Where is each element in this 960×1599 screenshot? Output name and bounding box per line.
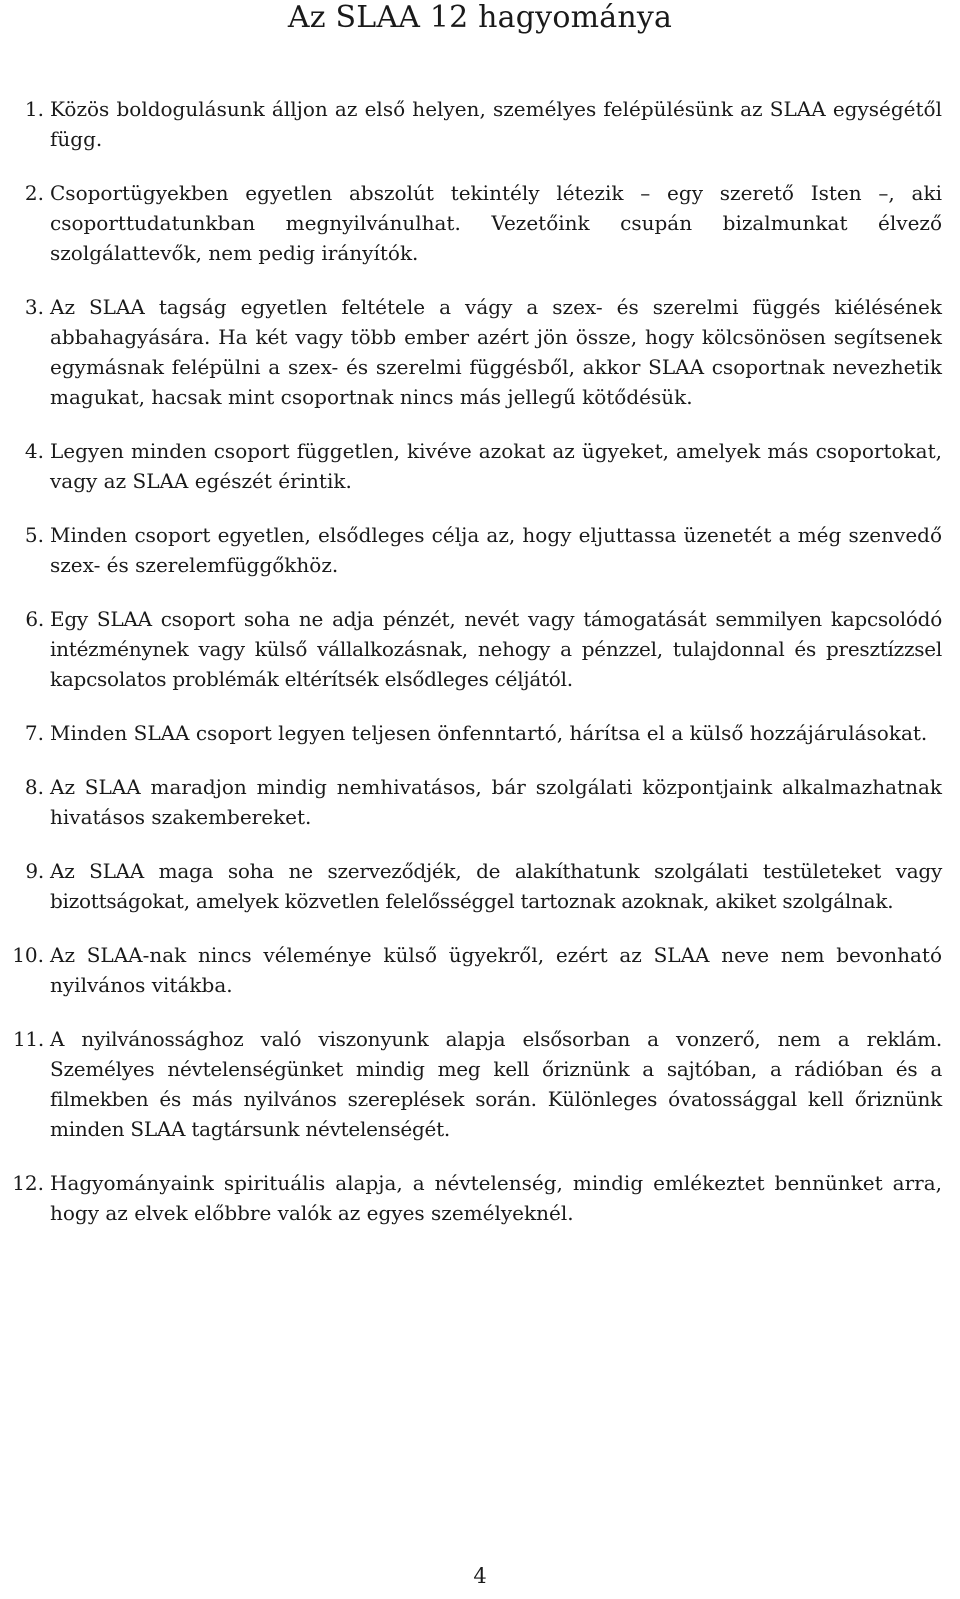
tradition-text: Az SLAA maradjon mindig nemhivatásos, bár szolgálati központjaink alkalmazhatnak hivatásos szakembereket. (50, 775, 942, 829)
tradition-number: 6. (25, 607, 44, 631)
tradition-text: Az SLAA-nak nincs véleménye külső ügyekről, ezért az SLAA neve nem bevonható nyilvános vitákba. (50, 943, 942, 997)
tradition-item (0, 292, 960, 412)
tradition-number: 10. (12, 943, 44, 967)
page-number: 4 (473, 1564, 487, 1588)
tradition-text: Az SLAA maga soha ne szerveződjék, de alakíthatunk szolgálati testületeket vagy bizottságokat, amelyek közvetlen felelősséggel tartoznak azoknak, akiket szolgálnak. (50, 859, 942, 913)
traditions-list (0, 94, 960, 1252)
page-title: Az SLAA 12 hagyománya (287, 0, 673, 35)
tradition-text: Csoportügyekben egyetlen abszolút tekintély létezik – egy szerető Isten –, aki csoporttudatunkban megnyilvánulhat. Vezetőink csupán bizalmunkat élvező szolgálattevők, nem pedig irányítók. (50, 181, 942, 265)
tradition-item (0, 1024, 960, 1144)
tradition-number: 3. (24, 295, 44, 319)
tradition-item (0, 604, 960, 694)
tradition-text: Minden csoport egyetlen, elsődleges célja az, hogy eljuttassa üzenetét a még szenvedő szex- és szerelemfüggőkhöz. (50, 523, 942, 577)
tradition-number: 1. (24, 97, 44, 121)
tradition-item (0, 1168, 960, 1228)
tradition-number: 9. (25, 859, 44, 883)
tradition-number: 2. (24, 181, 44, 205)
tradition-number: 7. (24, 721, 44, 745)
tradition-item (0, 94, 960, 154)
tradition-item (0, 772, 960, 832)
tradition-text: Közös boldogulásunk álljon az első helyen, személyes felépülésünk az SLAA egységétől függ. (50, 97, 942, 151)
tradition-item (0, 436, 960, 496)
tradition-item (0, 718, 960, 748)
tradition-number: 12. (12, 1171, 44, 1195)
tradition-number: 11. (12, 1027, 44, 1051)
tradition-number: 5. (24, 523, 44, 547)
tradition-text: A nyilvánossághoz való viszonyunk alapja elsősorban a vonzerő, nem a reklám. Személyes névtelenségünket mindig meg kell őriznünk a sajtóban, a rádióban és a filmekben és más nyilvános szereplések során. Különleges óvatossággal kell őriznünk minden SLAA tagtársunk névtelenségét. (50, 1027, 942, 1141)
tradition-item (0, 856, 960, 916)
tradition-text: Hagyományaink spirituális alapja, a névtelenség, mindig emlékeztet bennünket arra, hogy az elvek előbbre valók az egyes személyeknél. (50, 1171, 942, 1225)
tradition-item (0, 520, 960, 580)
tradition-text: Az SLAA tagság egyetlen feltétele a vágy a szex- és szerelmi függés kiélésének abbahagyására. Ha két vagy több ember azért jön össze, hogy kölcsönösen segítsenek egymásnak felépülni a szex- és szerelmi függésből, akkor SLAA csoportnak nevezhetik magukat, hacsak mint csoportnak nincs más jellegű kötődésük. (50, 295, 942, 409)
tradition-item (0, 178, 960, 268)
tradition-number: 4. (24, 439, 44, 463)
tradition-item (0, 940, 960, 1000)
tradition-text: Minden SLAA csoport legyen teljesen önfenntartó, hárítsa el a külső hozzájárulásokat. (50, 721, 928, 745)
tradition-text: Legyen minden csoport független, kivéve azokat az ügyeket, amelyek más csoportokat, vagy az SLAA egészét érintik. (50, 439, 942, 493)
tradition-text: Egy SLAA csoport soha ne adja pénzét, nevét vagy támogatását semmilyen kapcsolódó intézménynek vagy külső vállalkozásnak, nehogy a pénzzel, tulajdonnal és presztízzsel kapcsolatos problémák eltérítsék elsődleges céljától. (50, 607, 942, 691)
tradition-number: 8. (24, 775, 44, 799)
